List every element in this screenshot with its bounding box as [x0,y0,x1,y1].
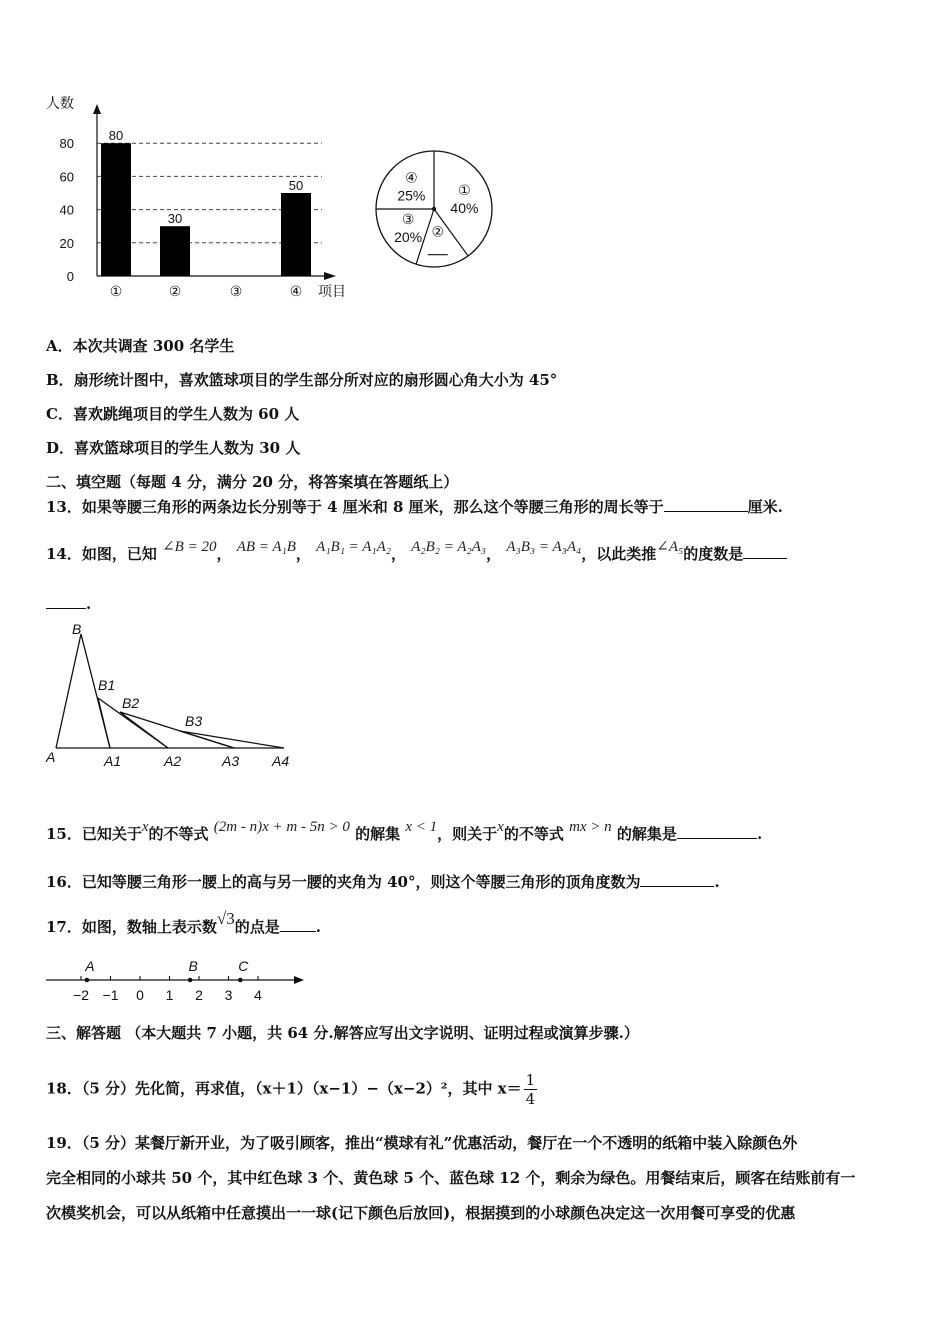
label-B1: B1 [98,677,116,693]
q14-suffix: 的度数是 [683,545,744,563]
tick-label-5: 3 [224,987,233,1003]
q14-angle: ∠B = 20 [162,539,217,555]
category-label-1: ① [109,283,123,299]
section-3-heading: 三、解答题 （本大题共 7 小题，共 64 分.解答应写出文字说明、证明过程或演算步骤.） [46,1024,639,1042]
pie-label-4: ④ [405,169,418,186]
question-14: 14．如图，已知 ∠B = 20， AB = A₁B， A₁B₁ = A₁A₂， A₂B₂ = A₂A₃， A₃B₃ = A₃A₄，以此类推∠A₅的度数是 [46,544,787,565]
pie-label-3: ③ [401,210,415,227]
option-b-text: 扇形统计图中，喜欢篮球项目的学生部分所对应的扇形圆心角大小为 45° [73,371,558,389]
q17-root: √3 [216,909,235,928]
pie-percent-1: 40% [450,200,479,217]
pie-label-2: ② [431,223,445,240]
triangle-figure [40,618,300,778]
y-tick-20: 20 [59,235,74,251]
option-c [46,404,299,424]
q15-x2: x [497,819,504,835]
label-B: B [72,621,82,637]
q15-p1: 的不等式 [148,825,209,843]
q15-answer-blank[interactable] [677,824,757,839]
bar-1 [101,143,131,276]
q13-text: 13．如果等腰三角形的两条边长分别等于 4 厘米和 8 厘米，那么这个等腰三角形的周长等于 [46,498,664,516]
q15-sol: x < 1 [405,819,438,835]
chart-ylabel: 人数 [46,95,74,111]
y-axis-arrow [93,104,101,114]
label-B2: B2 [122,695,140,711]
bar-chart [40,92,360,307]
seg-A-B [56,634,81,748]
label-A2: A2 [164,753,182,769]
section-2-heading: 二、填空题（每题 4 分，满分 20 分，将答案填在答题纸上） [46,473,459,491]
question-16 [46,872,720,892]
option-b-letter: B． [46,371,74,389]
point-C [238,978,243,983]
q19-line-3: 次模奖机会，可以从纸箱中任意摸出一一球(记下颜色后放回)，根据摸到的小球颜色决定这一次用餐可享受的优惠 [46,1204,796,1222]
chart-xlabel: 项目 [318,283,346,299]
label-A1: A1 [104,753,122,769]
q14-answer-blank-1[interactable] [743,544,787,559]
q17-suffix: 的点是 [234,918,280,936]
point-A [85,978,90,983]
bar-4 [281,193,311,276]
tick-label-3: 1 [165,987,174,1003]
y-tick-80: 80 [59,136,74,152]
q14-mid: ，以此类推 [581,545,657,563]
category-label-4: ④ [289,283,303,299]
q14-eq2: A₁B₁ = A₁A₂ [316,539,392,555]
q14-eq4: A₃B₃ = A₃A₄ [506,539,582,555]
q14-eq3: A₂B₂ = A₂A₃ [411,539,487,555]
q17-end: . [315,918,321,936]
q14-continuation [46,594,91,614]
q17-answer-blank[interactable] [280,917,316,932]
bar-2 [160,226,190,276]
q15-p2: 的解集 [355,825,401,843]
point-label-A: A [85,958,95,974]
pie-center [432,207,436,211]
q17-prefix: 17．如图，数轴上表示数 [46,918,217,936]
question-17 [46,909,321,937]
option-c-letter: C． [46,405,73,423]
x-axis-arrow [324,272,336,280]
option-c-text: 喜欢跳绳项目的学生人数为 60 人 [72,405,300,423]
y-tick-60: 60 [59,169,74,185]
option-a-text: 本次共调查 300 名学生 [72,337,235,355]
option-b [46,370,557,390]
point-label-C: C [238,958,249,974]
pie-percent-4: 25% [397,187,426,204]
q16-end: . [714,873,720,891]
label-A3: A3 [222,753,240,769]
option-d-letter: D． [46,439,75,457]
q18-numerator: 1 [525,1071,536,1089]
y-tick-0: 0 [66,269,74,284]
category-label-3: ③ [229,283,243,299]
pie-percent-3: 20% [394,228,423,245]
bar-value-label-1: 80 [108,128,124,144]
point-label-B: B [188,958,198,974]
q13-unit: 厘米. [747,498,783,516]
q15-p5: 的解集是 [616,825,677,843]
q15-x1: x [141,819,149,835]
q13-answer-blank[interactable] [664,497,748,512]
question-13 [46,497,783,517]
tick-label-6: 4 [254,987,262,1003]
number-line [40,956,310,1006]
label-B3: B3 [185,713,203,729]
category-label-2: ② [168,283,182,299]
q14-end: . [86,595,92,613]
q18-denominator: 4 [525,1090,536,1108]
label-A: A [46,749,56,765]
q15-ineq: (2m - n)x + m - 5n > 0 [213,819,350,835]
question-18 [46,1071,537,1108]
point-B [188,978,193,983]
bar-value-label-4: 50 [288,178,304,193]
option-a-letter: A． [46,337,73,355]
pie-label-1: ① [458,182,471,199]
seg-A3-B3 [180,731,234,748]
tick-label-1: −1 [102,987,119,1003]
y-tick-40: 40 [59,202,74,218]
seg-B3-A4 [180,731,284,748]
q14-answer-blank-2[interactable] [46,594,86,609]
option-d [46,438,300,458]
number-line-arrow [294,976,304,984]
q19-line-1: 19．（5 分）某餐厅新开业，为了吸引顾客，推出“模球有礼”优惠活动，餐厅在一个不透明的纸箱中装入除颜色外 [46,1134,798,1152]
q14-angle2: ∠A₅ [656,539,684,555]
q15-end: . [756,825,763,843]
q18-text: 18．（5 分）先化简，再求值，（x＋1）（x−1）−（x−2）²，其中 x＝ [46,1079,522,1098]
option-a [46,336,234,356]
pie-chart [370,148,498,272]
tick-label-4: 2 [195,987,203,1003]
question-19 [46,1128,906,1229]
q16-answer-blank[interactable] [640,872,714,887]
option-d-text: 喜欢篮球项目的学生人数为 30 人 [74,439,301,457]
seg-A2-B2 [120,712,168,748]
tick-label-0: −2 [73,987,89,1003]
q15-ineq2: mx > n [569,819,612,835]
q14-eq1: AB = A₁B [236,539,296,555]
q14-prefix: 14．如图，已知 [46,545,157,563]
q19-line-2: 完全相同的小球共 50 个，其中红色球 3 个、黄色球 5 个、蓝色球 12 个，剩余为绿色。用餐结束后，顾客在结账前有一 [46,1169,856,1187]
question-15 [46,819,763,845]
q15-prefix: 15．已知关于 [46,825,142,843]
label-A4: A4 [272,753,290,769]
q16-text: 16．已知等腰三角形一腰上的高与另一腰的夹角为 40°，则这个等腰三角形的顶角度数为 [46,873,641,891]
bar-value-label-2: 30 [167,211,183,227]
tick-label-2: 0 [136,987,144,1003]
q15-p4: 的不等式 [503,825,564,843]
q15-p3: ，则关于 [437,825,498,843]
